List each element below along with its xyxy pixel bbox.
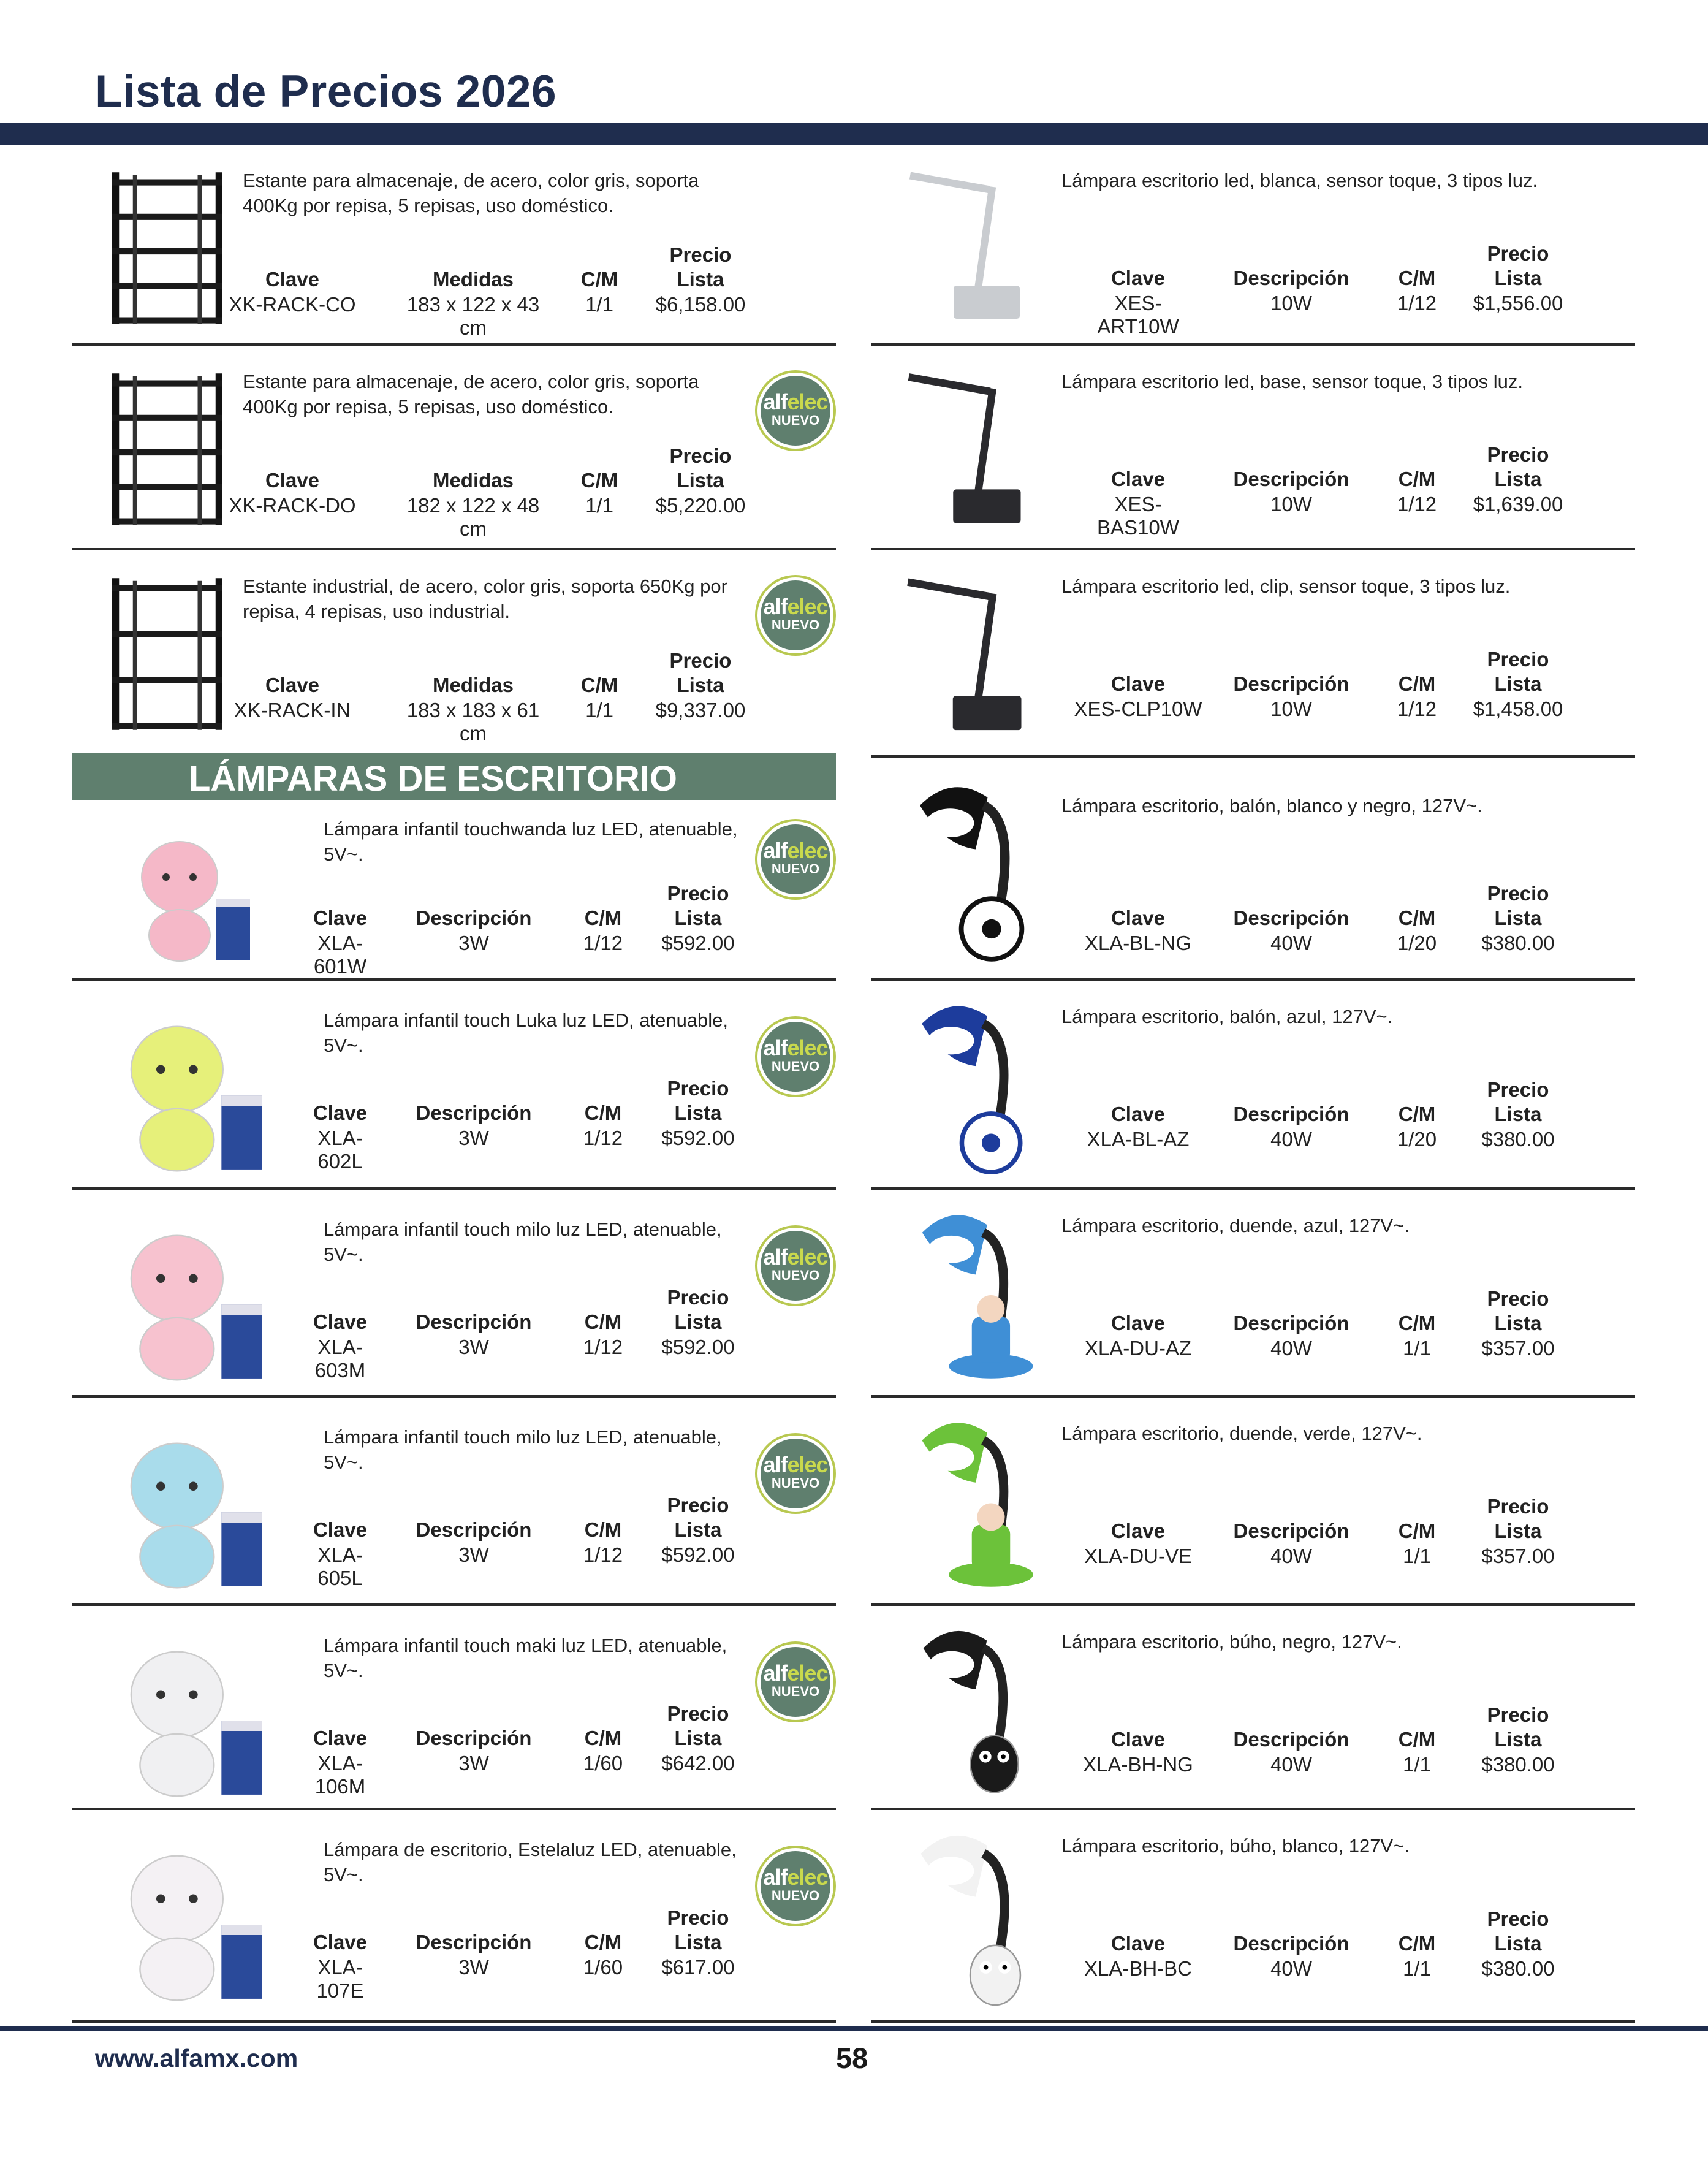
col2-value: 183 x 122 x 43 cm — [406, 293, 540, 339]
badge-brand-b: elec — [787, 389, 828, 414]
footer-divider — [0, 2026, 1708, 2031]
header-col2: Descripción — [416, 1931, 532, 1953]
badge-label: NUEVO — [771, 1475, 820, 1491]
price-value: $9,337.00 — [655, 699, 746, 721]
clave-value: XLA-107E — [316, 1956, 364, 2002]
header-clave: Clave — [1110, 1312, 1166, 1334]
product-card — [871, 1190, 1635, 1398]
header-cm: C/M — [1398, 1520, 1436, 1542]
header-col2: Descripción — [1233, 468, 1349, 490]
badge-label: NUEVO — [771, 861, 820, 877]
price-value: $592.00 — [661, 1336, 735, 1358]
clave-value: XK-RACK-DO — [229, 494, 356, 517]
led-desk-lamp-black-icon — [896, 358, 1055, 538]
header-lista: Lista — [674, 1931, 722, 1953]
product-card — [871, 1810, 1635, 2023]
header-cm: C/M — [580, 469, 618, 492]
badge-brand-a: alf — [763, 1660, 788, 1686]
header-lista: Lista — [1494, 267, 1542, 289]
header-col2: Descripción — [1233, 1932, 1349, 1955]
header-cm: C/M — [1398, 1312, 1436, 1334]
product-card — [871, 1398, 1635, 1606]
header-lista: Lista — [1494, 468, 1542, 490]
product-description: Lámpara de escritorio, Estelaluz LED, atenuable, 5V~. — [324, 1839, 737, 1885]
header-precio: Precio — [669, 243, 732, 266]
product-description: Lámpara escritorio led, base, sensor toque, 3 tipos luz. — [1061, 371, 1524, 392]
product-description: Estante industrial, de acero, color gris, soporta 650Kg por repisa, 4 repisas, uso industrial. — [243, 576, 727, 622]
badge-brand — [761, 1660, 830, 1686]
unicorn-lamp-icon — [103, 1828, 281, 2006]
header-precio: Precio — [667, 1077, 729, 1100]
badge-brand-b: elec — [787, 838, 828, 863]
header-lista: Lista — [677, 674, 724, 696]
clave-value: XLA-BH-BC — [1084, 1957, 1193, 1980]
header-cm: C/M — [584, 1518, 622, 1541]
product-description: Lámpara escritorio, balón, blanco y negro, 127V~. — [1061, 795, 1482, 816]
header-col2: Descripción — [1233, 1312, 1349, 1334]
product-description: Lámpara infantil touch milo luz LED, atenuable, 5V~. — [324, 1219, 722, 1265]
price-value: $380.00 — [1481, 1957, 1555, 1980]
clave-value: XES-CLP10W — [1074, 698, 1202, 720]
price-value: $357.00 — [1481, 1545, 1555, 1567]
price-value: $5,220.00 — [655, 494, 746, 517]
col2-value: 182 x 122 x 48 cm — [406, 494, 540, 540]
product-card — [871, 346, 1635, 550]
clave-value: XK-RACK-CO — [229, 293, 356, 316]
header-clave: Clave — [313, 1727, 368, 1749]
badge-brand-b: elec — [787, 1452, 828, 1477]
cm-value: 1/1 — [1403, 1337, 1431, 1360]
footer-url[interactable]: www.alfamx.com — [95, 2044, 298, 2072]
badge-brand — [761, 838, 830, 864]
header-precio: Precio — [1487, 1495, 1549, 1518]
header-lista: Lista — [674, 1101, 722, 1124]
badge-brand — [761, 1244, 830, 1270]
product-card — [72, 346, 836, 550]
product-card — [871, 1606, 1635, 1810]
row-divider — [871, 2020, 1635, 2023]
header-col2: Descripción — [1233, 1103, 1349, 1125]
badge-label: NUEVO — [771, 1888, 820, 1903]
shelf-5-icon — [91, 367, 244, 532]
product-card — [871, 550, 1635, 758]
clave-value: XLA-BL-NG — [1084, 932, 1192, 954]
cm-value: 1/20 — [1397, 932, 1437, 954]
col2-value: 40W — [1270, 932, 1312, 954]
clave-value: XES-ART10W — [1097, 292, 1179, 338]
product-description: Lámpara escritorio, búho, negro, 127V~. — [1061, 1631, 1402, 1653]
badge-brand — [761, 389, 830, 415]
header-cm: C/M — [584, 907, 622, 929]
badge-brand — [761, 594, 830, 620]
header-clave: Clave — [313, 1101, 368, 1124]
badge-label: NUEVO — [771, 1059, 820, 1074]
badge-brand-b: elec — [787, 594, 828, 619]
cm-value: 1/1 — [1403, 1545, 1431, 1567]
col2-value: 3W — [458, 1956, 489, 1979]
clave-value: XLA-603M — [314, 1336, 366, 1382]
header-col2: Descripción — [416, 1518, 532, 1541]
badge-brand-b: elec — [787, 1244, 828, 1269]
header-precio: Precio — [1487, 1287, 1549, 1310]
cm-value: 1/12 — [583, 1543, 623, 1566]
price-value: $380.00 — [1481, 1128, 1555, 1151]
header-lista: Lista — [1494, 1728, 1542, 1751]
header-precio: Precio — [1487, 443, 1549, 466]
header-lista: Lista — [1494, 1312, 1542, 1334]
price-value: $1,639.00 — [1473, 493, 1563, 515]
pig-lamp-icon — [103, 1208, 281, 1386]
cm-value: 1/1 — [1403, 1957, 1431, 1980]
nuevo-badge — [757, 577, 833, 653]
header-lista: Lista — [1494, 1932, 1542, 1955]
header-cm: C/M — [584, 1101, 622, 1124]
product-card — [871, 981, 1635, 1190]
product-description: Lámpara infantil touchwanda luz LED, atenuable, 5V~. — [324, 818, 738, 865]
header-clave: Clave — [1110, 1103, 1166, 1125]
col2-value: 3W — [458, 1336, 489, 1358]
owl-lamp-white-icon — [896, 1822, 1055, 2010]
header-cm: C/M — [1398, 1103, 1436, 1125]
product-description: Lámpara escritorio, búho, blanco, 127V~. — [1061, 1835, 1410, 1857]
cm-value: 1/12 — [583, 1336, 623, 1358]
nuevo-badge — [757, 821, 833, 897]
col2-value: 3W — [458, 1127, 489, 1149]
shelf-5-icon — [91, 165, 244, 331]
led-desk-lamp-white-icon — [896, 157, 1055, 333]
header-precio: Precio — [667, 1906, 729, 1929]
price-value: $357.00 — [1481, 1337, 1555, 1360]
header-lista: Lista — [674, 907, 722, 929]
product-card — [871, 758, 1635, 981]
header-clave: Clave — [313, 1518, 368, 1541]
col2-value: 10W — [1270, 493, 1312, 515]
header-precio: Precio — [667, 1494, 729, 1516]
col2-value: 10W — [1270, 698, 1312, 720]
clave-value: XK-RACK-IN — [233, 699, 351, 721]
header-col2: Descripción — [1233, 1520, 1349, 1542]
cm-value: 1/1 — [585, 494, 613, 517]
cm-value: 1/12 — [583, 1127, 623, 1149]
header-lista: Lista — [674, 1727, 722, 1749]
product-description: Lámpara escritorio, duende, verde, 127V~. — [1061, 1423, 1422, 1444]
header-precio: Precio — [669, 649, 732, 672]
product-card — [72, 1810, 836, 2023]
col2-value: 3W — [458, 1752, 489, 1774]
soccer-lamp-blue-icon — [896, 993, 1055, 1177]
row-divider — [72, 2020, 836, 2023]
nuevo-badge — [757, 1644, 833, 1720]
badge-label: NUEVO — [771, 413, 820, 428]
soccer-lamp-black-icon — [896, 770, 1055, 968]
col2-value: 40W — [1270, 1957, 1312, 1980]
header-lista: Lista — [674, 1518, 722, 1541]
page-title: Lista de Precios 2026 — [95, 67, 557, 116]
header-clave: Clave — [265, 469, 320, 492]
header-cm: C/M — [580, 268, 618, 291]
header-lista: Lista — [1494, 907, 1542, 929]
product-description: Lámpara infantil touch Luka luz LED, atenuable, 5V~. — [324, 1010, 729, 1056]
col2-value: 183 x 183 x 61 cm — [406, 699, 540, 745]
product-description: Lámpara escritorio led, blanca, sensor toque, 3 tipos luz. — [1061, 170, 1538, 191]
clave-value: XLA-605L — [317, 1543, 363, 1589]
price-value: $642.00 — [661, 1752, 735, 1774]
header-clave: Clave — [1110, 1728, 1166, 1751]
cm-value: 1/20 — [1397, 1128, 1437, 1151]
price-value: $592.00 — [661, 932, 735, 954]
badge-brand-a: alf — [763, 1452, 788, 1477]
clave-value: XLA-BH-NG — [1083, 1753, 1193, 1776]
header-lista: Lista — [674, 1310, 722, 1333]
led-clip-lamp-icon — [896, 563, 1055, 745]
cm-value: 1/60 — [583, 1752, 623, 1774]
header-clave: Clave — [1110, 468, 1166, 490]
product-card — [72, 550, 836, 755]
product-description: Estante para almacenaje, de acero, color gris, soporta 400Kg por repisa, 5 repisas, uso doméstico. — [243, 170, 699, 216]
cm-value: 1/12 — [1397, 698, 1437, 720]
header-cm: C/M — [584, 1727, 622, 1749]
header-col2: Descripción — [416, 1101, 532, 1124]
header-lista: Lista — [1494, 1103, 1542, 1125]
price-value: $380.00 — [1481, 932, 1555, 954]
header-precio: Precio — [1487, 648, 1549, 671]
cm-value: 1/12 — [1397, 292, 1437, 314]
gnome-lamp-blue-icon — [896, 1202, 1055, 1385]
header-clave: Clave — [313, 1310, 368, 1333]
section-title: LÁMPARAS DE ESCRITORIO — [189, 759, 678, 799]
price-value: $1,556.00 — [1473, 292, 1563, 314]
clave-value: XES-BAS10W — [1097, 493, 1179, 539]
header-cm: C/M — [1398, 267, 1436, 289]
product-card — [72, 981, 836, 1190]
header-cm: C/M — [1398, 907, 1436, 929]
badge-brand-a: alf — [763, 594, 788, 619]
header-clave: Clave — [313, 1931, 368, 1953]
header-cm: C/M — [584, 1310, 622, 1333]
header-lista: Lista — [677, 469, 724, 492]
badge-brand — [761, 1035, 830, 1061]
page-number: 58 — [836, 2042, 868, 2074]
section-banner — [72, 753, 836, 800]
header-precio: Precio — [1487, 242, 1549, 265]
header-clave: Clave — [313, 907, 368, 929]
product-card — [72, 145, 836, 346]
header-col2: Descripción — [1233, 1728, 1349, 1751]
product-card — [72, 1190, 836, 1398]
header-precio: Precio — [1487, 1703, 1549, 1726]
header-cm: C/M — [1398, 468, 1436, 490]
header-lista: Lista — [1494, 672, 1542, 695]
cm-value: 1/12 — [583, 932, 623, 954]
cm-value: 1/1 — [585, 293, 613, 316]
nuevo-badge — [757, 373, 833, 449]
product-description: Lámpara infantil touch maki luz LED, atenuable, 5V~. — [324, 1635, 727, 1681]
nuevo-badge — [757, 1019, 833, 1095]
nuevo-badge — [757, 1436, 833, 1512]
clave-value: XLA-106M — [314, 1752, 366, 1798]
bear-lamp-icon — [103, 1416, 281, 1594]
badge-brand-b: elec — [787, 1865, 828, 1890]
price-value: $617.00 — [661, 1956, 735, 1979]
col2-value: 40W — [1270, 1128, 1312, 1151]
clave-value: XLA-DU-AZ — [1084, 1337, 1192, 1360]
badge-brand — [761, 1865, 830, 1890]
header-col2: Medidas — [432, 268, 514, 291]
badge-label: NUEVO — [771, 1684, 820, 1699]
col2-value: 40W — [1270, 1545, 1312, 1567]
header-col2: Medidas — [432, 674, 514, 696]
header-precio: Precio — [667, 1702, 729, 1725]
badge-brand — [761, 1452, 830, 1478]
cm-value: 1/1 — [585, 699, 613, 721]
nuevo-badge — [757, 1848, 833, 1924]
header-precio: Precio — [667, 882, 729, 905]
header-lista: Lista — [1494, 1520, 1542, 1542]
header-precio: Precio — [1487, 1907, 1549, 1930]
header-clave: Clave — [1110, 672, 1166, 695]
col2-value: 3W — [458, 1543, 489, 1566]
header-clave: Clave — [265, 674, 320, 696]
col2-value: 40W — [1270, 1337, 1312, 1360]
cm-value: 1/12 — [1397, 493, 1437, 515]
header-cm: C/M — [1398, 1728, 1436, 1751]
badge-brand-b: elec — [787, 1660, 828, 1686]
header-precio: Precio — [669, 444, 732, 467]
header-cm: C/M — [1398, 1932, 1436, 1955]
header-clave: Clave — [1110, 1932, 1166, 1955]
header-clave: Clave — [1110, 267, 1166, 289]
price-value: $6,158.00 — [655, 293, 746, 316]
product-card — [72, 801, 836, 981]
header-precio: Precio — [667, 1286, 729, 1309]
clave-value: XLA-602L — [317, 1127, 363, 1173]
header-cm: C/M — [580, 674, 618, 696]
header-clave: Clave — [1110, 907, 1166, 929]
frog-lamp-icon — [103, 999, 281, 1177]
product-description: Lámpara infantil touch milo luz LED, atenuable, 5V~. — [324, 1426, 722, 1473]
col2-value: 3W — [458, 932, 489, 954]
badge-label: NUEVO — [771, 617, 820, 633]
product-description: Lámpara escritorio led, clip, sensor toque, 3 tipos luz. — [1061, 576, 1511, 597]
product-description: Lámpara escritorio, balón, azul, 127V~. — [1061, 1006, 1393, 1027]
price-value: $1,458.00 — [1473, 698, 1563, 720]
owl-lamp-black-icon — [896, 1618, 1055, 1798]
col2-value: 10W — [1270, 292, 1312, 314]
header-col2: Descripción — [1233, 267, 1349, 289]
product-card — [72, 1606, 836, 1810]
gnome-lamp-green-icon — [896, 1410, 1055, 1594]
price-value: $380.00 — [1481, 1753, 1555, 1776]
header-clave: Clave — [265, 268, 320, 291]
nuevo-badge — [757, 1228, 833, 1304]
header-lista: Lista — [677, 268, 724, 291]
price-value: $592.00 — [661, 1543, 735, 1566]
header-bar — [0, 123, 1708, 145]
whale-lamp-icon — [103, 1624, 281, 1802]
header-col2: Descripción — [1233, 672, 1349, 695]
badge-brand-a: alf — [763, 1865, 788, 1890]
header-cm: C/M — [1398, 672, 1436, 695]
badge-label: NUEVO — [771, 1268, 820, 1283]
product-card — [871, 145, 1635, 346]
cm-value: 1/60 — [583, 1956, 623, 1979]
header-col2: Medidas — [432, 469, 514, 492]
shelf-industrial-icon — [91, 571, 244, 737]
product-description: Estante para almacenaje, de acero, color gris, soporta 400Kg por repisa, 5 repisas, uso doméstico. — [243, 371, 699, 417]
header-col2: Descripción — [416, 1727, 532, 1749]
header-cm: C/M — [584, 1931, 622, 1953]
badge-brand-a: alf — [763, 838, 788, 863]
clave-value: XLA-BL-AZ — [1087, 1128, 1190, 1151]
badge-brand-b: elec — [787, 1035, 828, 1060]
bunny-lamp-icon — [103, 819, 281, 966]
clave-value: XLA-601W — [313, 932, 367, 978]
badge-brand-a: alf — [763, 1244, 788, 1269]
badge-brand-a: alf — [763, 389, 788, 414]
header-clave: Clave — [1110, 1520, 1166, 1542]
product-card — [72, 1398, 836, 1606]
cm-value: 1/1 — [1403, 1753, 1431, 1776]
col2-value: 40W — [1270, 1753, 1312, 1776]
badge-brand-a: alf — [763, 1035, 788, 1060]
product-description: Lámpara escritorio, duende, azul, 127V~. — [1061, 1215, 1410, 1236]
header-precio: Precio — [1487, 1078, 1549, 1101]
header-col2: Descripción — [1233, 907, 1349, 929]
clave-value: XLA-DU-VE — [1084, 1545, 1193, 1567]
header-col2: Descripción — [416, 907, 532, 929]
price-value: $592.00 — [661, 1127, 735, 1149]
header-col2: Descripción — [416, 1310, 532, 1333]
header-precio: Precio — [1487, 882, 1549, 905]
